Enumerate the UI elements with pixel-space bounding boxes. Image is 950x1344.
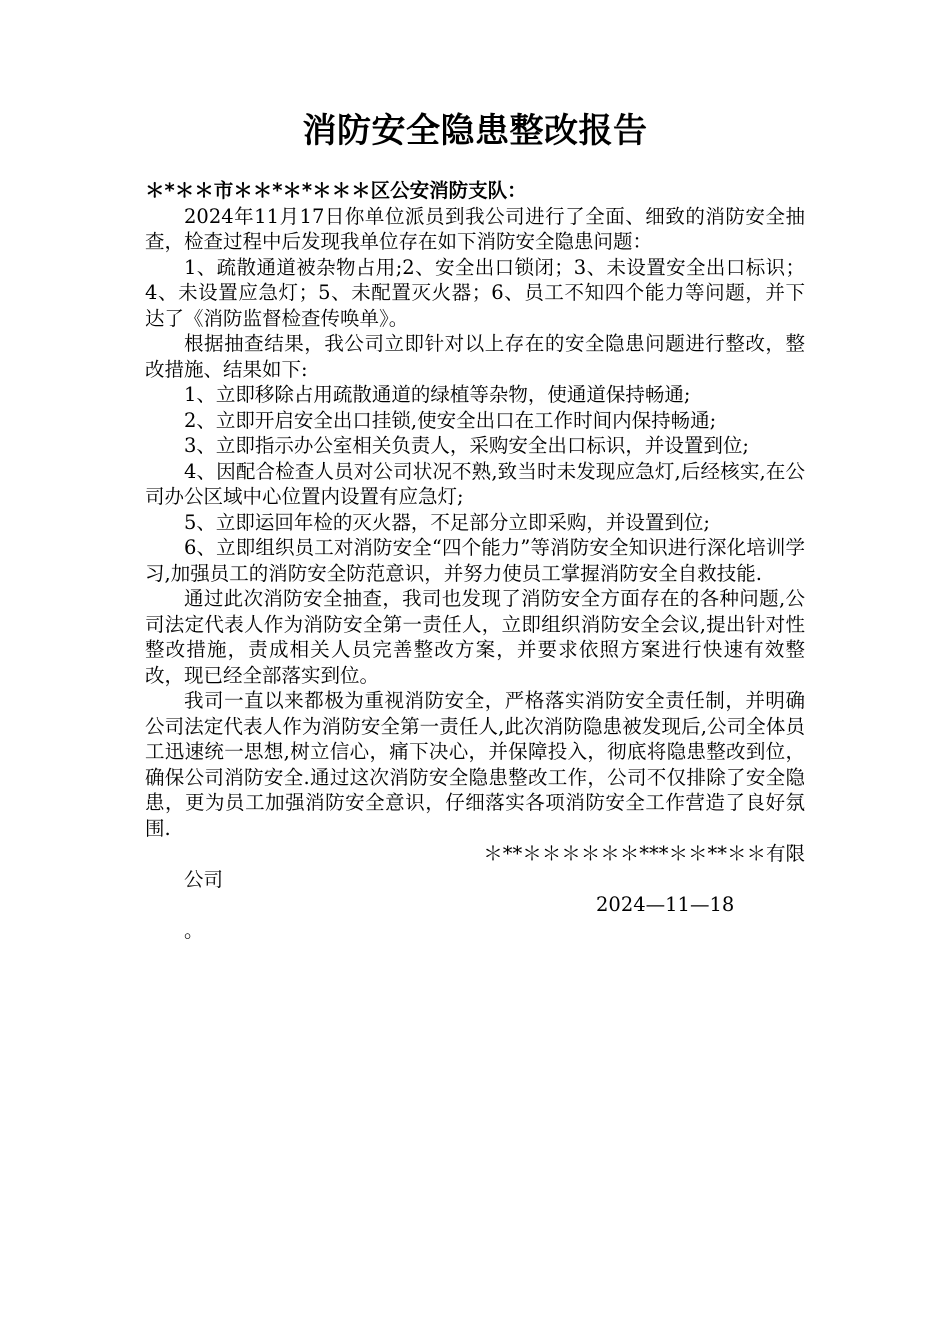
addressee-line: ＊*＊＊市＊＊*＊*＊＊＊区公安消防支队： (145, 179, 527, 202)
paragraph-commitment: 我司一直以来都极为重视消防安全，严格落实消防安全责任制，并明确公司法定代表人作为消防安全第一责任人,此次消防隐患被发现后,公司全体员工迅速统一思想,树立信心，痛下决心，并保障投入，彻底将隐患整改到位，确保公司消防安全.通过这次消防安全隐患整改工作，公司不仅排除了安全隐患，更为员工加强消防安全意识，仔细落实各项消防安全工作营造了良好氛围. (145, 689, 805, 840)
paragraph-inspection-notice: 2024年11月17日你单位派员到我公司进行了全面、细致的消防安全抽查，检查过程中后发现我单位存在如下消防安全隐患问题： (145, 204, 805, 253)
paragraph-measure-6: 6、立即组织员工对消防安全“四个能力”等消防安全知识进行深化培训学习,加强员工的消防安全防范意识，并努力使员工掌握消防安全自救技能. (145, 536, 805, 585)
signature-company-line: ＊**＊＊＊＊＊＊***＊＊**＊＊有限 (483, 842, 805, 865)
paragraph-measure-3: 3、立即指示办公室相关负责人，采购安全出口标识，并设置到位; (184, 434, 749, 457)
paragraph-findings: 通过此次消防安全抽查，我司也发现了消防安全方面存在的各种问题,公司法定代表人作为消防安全第一责任人，立即组织消防安全会议,提出针对性整改措施，责成相关人员完善整改方案，并要求依照方案进行快速有效整改，现已经全部落实到位。 (145, 587, 805, 687)
document-date: 2024—11—18 (596, 893, 735, 916)
signature-company-tail: 公司 (184, 867, 224, 891)
paragraph-measure-1: 1、立即移除占用疏散通道的绿植等杂物，使通道保持畅通; (184, 383, 691, 406)
trailing-period-mark: 。 (184, 918, 204, 942)
document-body (145, 178, 805, 943)
document-title: 消防安全隐患整改报告 (302, 111, 648, 151)
paragraph-rectification-intro: 根据抽查结果，我公司立即针对以上存在的安全隐患问题进行整改，整改措施、结果如下: (145, 332, 805, 381)
paragraph-measure-4: 4、因配合检查人员对公司状况不熟,致当时未发现应急灯,后经核实,在公司办公区域中心位置内设置有应急灯; (145, 459, 805, 508)
paragraph-measure-2: 2、立即开启安全出口挂锁,使安全出口在工作时间内保持畅通; (184, 408, 717, 432)
paragraph-issues-list: 1、疏散通道被杂物占用;2、安全出口锁闭；3、未设置安全出口标识；4、未设置应急灯；5、未配置灭火器；6、员工不知四个能力等问题，并下达了《消防监督检查传唤单》。 (145, 255, 805, 330)
paragraph-measure-5: 5、立即运回年检的灭火器，不足部分立即采购，并设置到位; (184, 510, 710, 534)
